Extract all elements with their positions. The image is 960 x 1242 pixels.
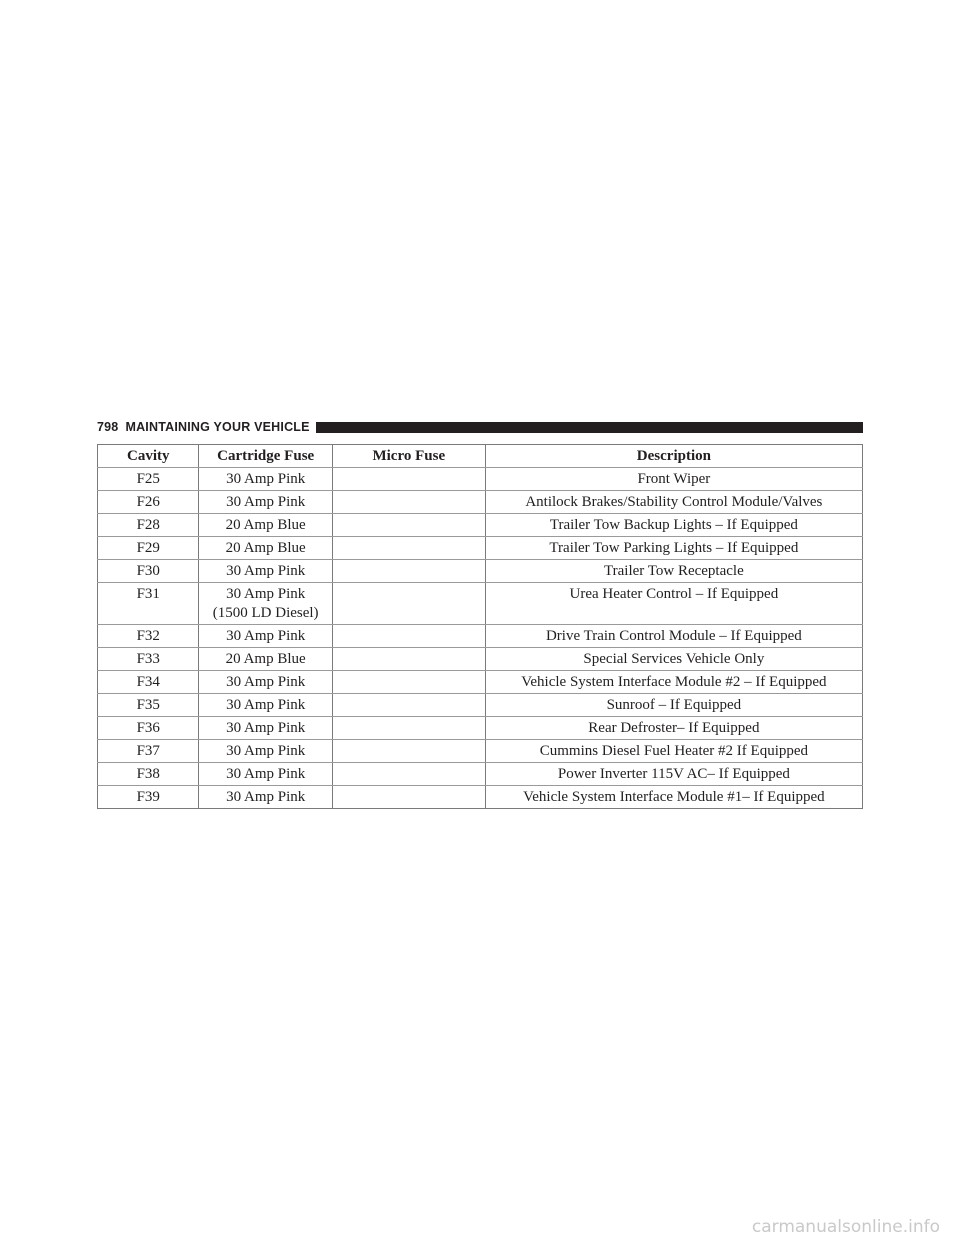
- cartridge-fuse-cell: [199, 491, 332, 514]
- table-row: [98, 717, 863, 740]
- cartridge-fuse-cell-text: 20 Amp Blue: [225, 540, 306, 556]
- table-row: [98, 560, 863, 583]
- description-cell-text: Rear Defroster– If Equipped: [588, 720, 760, 736]
- cartridge-fuse-note: (1500 LD Diesel): [212, 605, 319, 621]
- description-cell-text: Antilock Brakes/Stability Control Module/Valves: [525, 494, 823, 510]
- cavity-cell: [98, 717, 199, 740]
- micro-fuse-cell: [332, 786, 485, 809]
- description-cell: [485, 514, 862, 537]
- cavity-cell-text: F38: [136, 766, 160, 782]
- description-cell-text: Trailer Tow Backup Lights – If Equipped: [549, 517, 798, 533]
- table-row: [98, 694, 863, 717]
- page-header: [97, 418, 863, 436]
- cartridge-fuse-cell-text: 30 Amp Pink: [226, 674, 306, 690]
- cartridge-fuse-cell-text: 30 Amp Pink: [226, 628, 306, 644]
- cavity-cell: [98, 625, 199, 648]
- cavity-cell: [98, 763, 199, 786]
- micro-fuse-cell: [332, 740, 485, 763]
- table-row: [98, 491, 863, 514]
- description-cell-text: Power Inverter 115V AC– If Equipped: [557, 766, 790, 782]
- cavity-cell-text: F37: [136, 743, 160, 759]
- description-cell: [485, 560, 862, 583]
- cartridge-fuse-cell-text: 30 Amp Pink: [226, 743, 306, 759]
- column-header-cavity: Cavity: [98, 445, 199, 468]
- cavity-cell-text: F31: [136, 586, 160, 602]
- cartridge-fuse-cell-text: 30 Amp Pink: [226, 766, 306, 782]
- micro-fuse-cell: [332, 717, 485, 740]
- cavity-cell: [98, 560, 199, 583]
- table-row: [98, 468, 863, 491]
- description-cell: [485, 537, 862, 560]
- cavity-cell: [98, 786, 199, 809]
- section-title: MAINTAINING YOUR VEHICLE: [125, 420, 310, 434]
- watermark-text: carmanualsonline.info: [751, 1216, 940, 1237]
- description-cell-text: Sunroof – If Equipped: [606, 697, 742, 713]
- description-cell-text: Vehicle System Interface Module #2 – If Equipped: [521, 674, 827, 690]
- column-header-micro-fuse: Micro Fuse: [332, 445, 485, 468]
- cartridge-fuse-cell-text: 30 Amp Pink: [226, 563, 306, 579]
- cartridge-fuse-cell: [199, 786, 332, 809]
- cavity-cell-text: F29: [136, 540, 160, 556]
- micro-fuse-cell: [332, 468, 485, 491]
- description-cell-text: Trailer Tow Parking Lights – If Equipped: [549, 540, 799, 556]
- table-row: [98, 514, 863, 537]
- table-row: [98, 537, 863, 560]
- column-header-description: Description: [485, 445, 862, 468]
- cartridge-fuse-cell: [199, 717, 332, 740]
- micro-fuse-cell: [332, 560, 485, 583]
- cartridge-fuse-cell: [199, 648, 332, 671]
- description-cell: [485, 763, 862, 786]
- table-row: [98, 625, 863, 648]
- description-cell-text: Drive Train Control Module – If Equipped: [545, 628, 802, 644]
- cavity-cell-text: F36: [136, 720, 160, 736]
- cartridge-fuse-cell-text: 30 Amp Pink: [226, 789, 306, 805]
- watermark-footer: [0, 1211, 960, 1242]
- description-cell-text: Cummins Diesel Fuel Heater #2 If Equipped: [539, 743, 809, 759]
- description-cell-text: Front Wiper: [637, 471, 711, 487]
- cartridge-fuse-cell-text: 30 Amp Pink: [226, 471, 306, 487]
- header-rule: [316, 422, 863, 433]
- cartridge-fuse-cell: [199, 514, 332, 537]
- table-row: [98, 763, 863, 786]
- description-cell: [485, 491, 862, 514]
- cartridge-fuse-cell-text: 20 Amp Blue: [225, 517, 306, 533]
- table-header-row: [98, 445, 863, 468]
- micro-fuse-cell: [332, 625, 485, 648]
- description-cell-text: Special Services Vehicle Only: [583, 651, 765, 667]
- description-cell: [485, 694, 862, 717]
- description-cell: [485, 786, 862, 809]
- description-cell: [485, 717, 862, 740]
- cavity-cell-text: F28: [136, 517, 160, 533]
- cavity-cell: [98, 671, 199, 694]
- cavity-cell-text: F33: [136, 651, 160, 667]
- cavity-cell-text: F30: [136, 563, 160, 579]
- micro-fuse-cell: [332, 671, 485, 694]
- micro-fuse-cell: [332, 537, 485, 560]
- micro-fuse-cell: [332, 514, 485, 537]
- cartridge-fuse-cell: [199, 560, 332, 583]
- micro-fuse-cell: [332, 763, 485, 786]
- description-cell-text: Vehicle System Interface Module #1– If Equipped: [523, 789, 825, 805]
- micro-fuse-cell: [332, 648, 485, 671]
- cartridge-fuse-cell: [199, 537, 332, 560]
- table-row: [98, 648, 863, 671]
- cavity-cell: [98, 583, 199, 625]
- micro-fuse-cell: [332, 491, 485, 514]
- cartridge-fuse-cell: [199, 625, 332, 648]
- description-cell: [485, 625, 862, 648]
- table-row: [98, 740, 863, 763]
- cartridge-fuse-cell-text: 30 Amp Pink: [226, 697, 306, 713]
- cartridge-fuse-cell: [199, 583, 332, 625]
- micro-fuse-cell: [332, 583, 485, 625]
- cartridge-fuse-cell-text: 30 Amp Pink: [226, 586, 306, 602]
- cavity-cell: [98, 648, 199, 671]
- description-cell: [485, 583, 862, 625]
- table-row: [98, 671, 863, 694]
- description-cell: [485, 740, 862, 763]
- table-row: [98, 786, 863, 809]
- cartridge-fuse-cell: [199, 468, 332, 491]
- table-body: [98, 468, 863, 809]
- cavity-cell-text: F39: [136, 789, 160, 805]
- micro-fuse-cell: [332, 694, 485, 717]
- fuse-table: [97, 444, 863, 809]
- description-cell: [485, 671, 862, 694]
- table-row: [98, 583, 863, 625]
- cartridge-fuse-cell: [199, 671, 332, 694]
- column-header-cartridge-fuse: Cartridge Fuse: [199, 445, 332, 468]
- cavity-cell: [98, 491, 199, 514]
- cavity-cell-text: F32: [136, 628, 160, 644]
- cartridge-fuse-cell-text: 20 Amp Blue: [225, 651, 306, 667]
- cavity-cell: [98, 514, 199, 537]
- cavity-cell: [98, 694, 199, 717]
- cartridge-fuse-cell-text: 30 Amp Pink: [226, 494, 306, 510]
- description-cell: [485, 648, 862, 671]
- cavity-cell-text: F34: [136, 674, 160, 690]
- description-cell-text: Trailer Tow Receptacle: [604, 563, 744, 579]
- cavity-cell: [98, 537, 199, 560]
- page-number: 798: [97, 420, 119, 434]
- cavity-cell: [98, 468, 199, 491]
- cavity-cell: [98, 740, 199, 763]
- cartridge-fuse-cell: [199, 740, 332, 763]
- cavity-cell-text: F26: [136, 494, 160, 510]
- cavity-cell-text: F25: [136, 471, 160, 487]
- description-cell: [485, 468, 862, 491]
- cartridge-fuse-cell: [199, 763, 332, 786]
- cavity-cell-text: F35: [136, 697, 160, 713]
- cartridge-fuse-cell-text: 30 Amp Pink: [226, 720, 306, 736]
- cartridge-fuse-cell: [199, 694, 332, 717]
- description-cell-text: Urea Heater Control – If Equipped: [569, 586, 779, 602]
